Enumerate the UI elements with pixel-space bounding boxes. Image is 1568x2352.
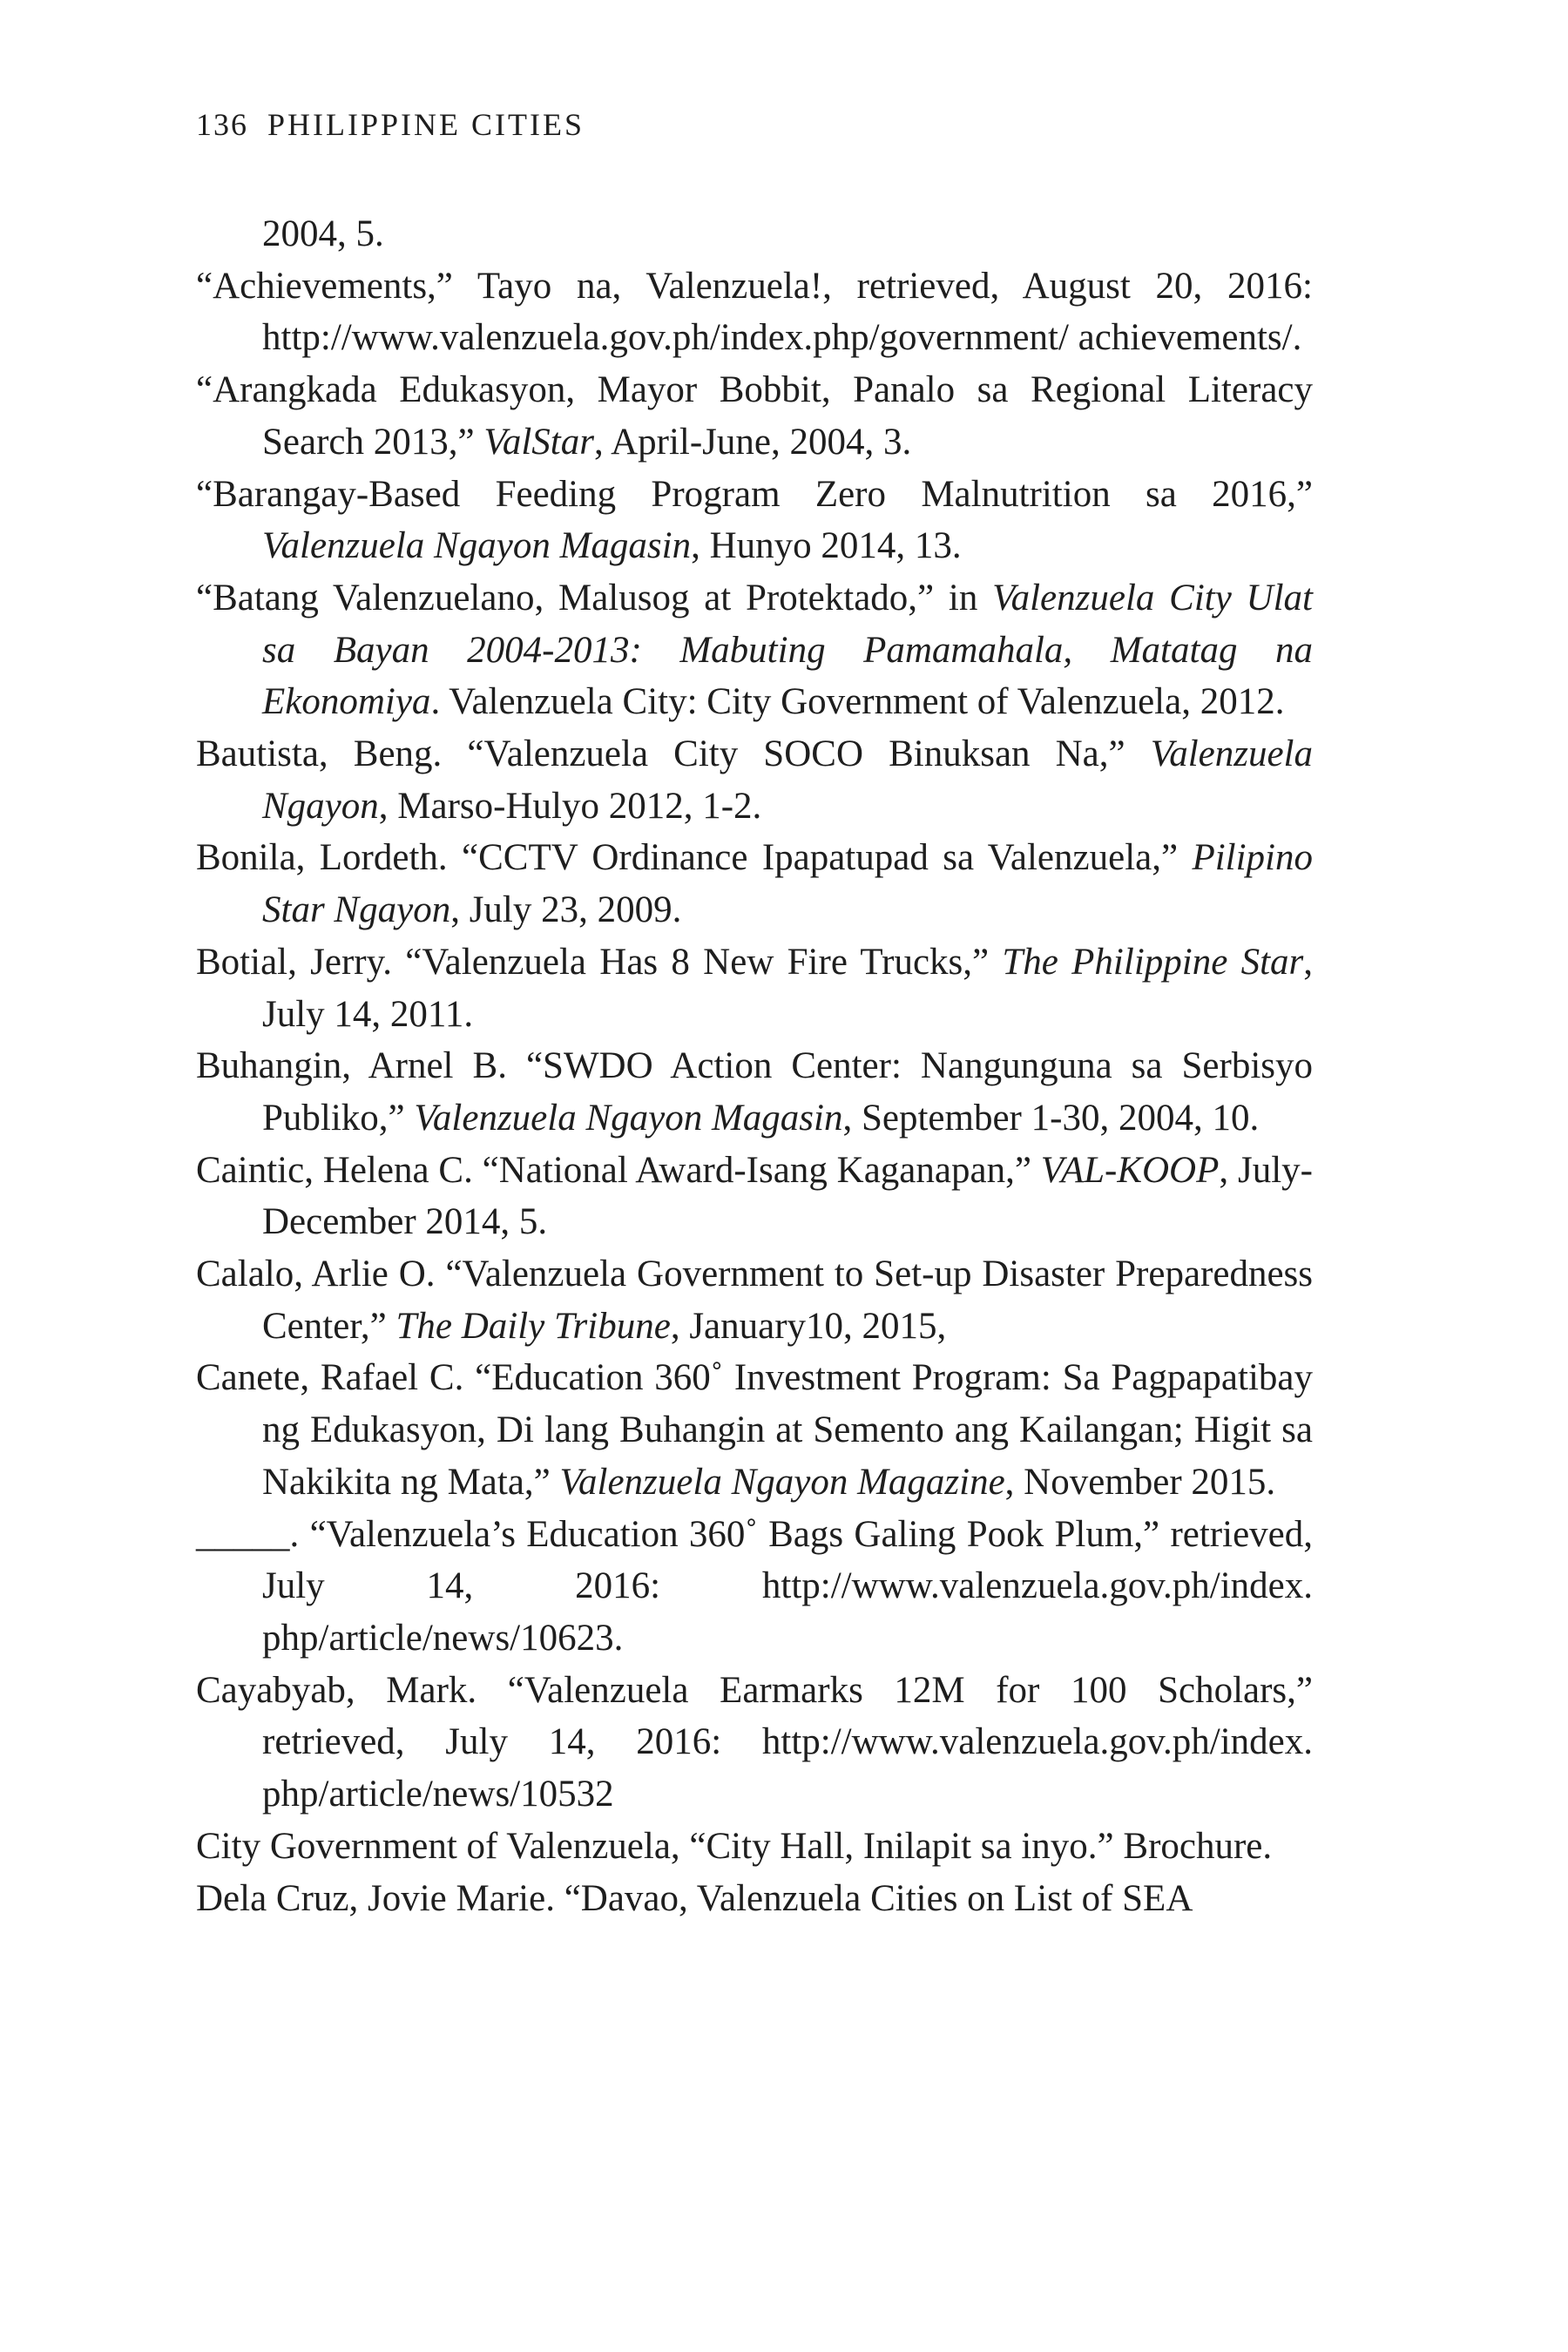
entry-text: “Barangay-Based Feeding Program Zero Malnutrition sa 2016,” <box>196 473 1313 515</box>
entry-text: , Marso-Hulyo 2012, 1-2. <box>378 785 762 827</box>
bibliography-entry <box>196 469 1313 572</box>
bibliography-entry <box>196 208 1313 260</box>
entry-italic-title: Pilipino Star Ngayon <box>262 837 1313 931</box>
entry-text: City Government of Valenzuela, “City Hall, Inilapit sa inyo.” Brochure. <box>196 1825 1273 1867</box>
entry-italic-title: ValStar <box>483 421 594 463</box>
entry-text: Botial, Jerry. “Valenzuela Has 8 New Fire Trucks,” <box>196 941 1003 983</box>
bibliography-entry <box>196 832 1313 936</box>
bibliography-entry <box>196 572 1313 728</box>
entry-text: 2004, 5. <box>262 213 384 254</box>
bibliography-entry <box>196 1145 1313 1248</box>
running-head <box>196 103 585 146</box>
entry-italic-title: The Philippine Star <box>1002 941 1304 983</box>
bibliography-entry <box>196 1665 1313 1821</box>
entry-italic-title: The Daily Tribune <box>395 1305 671 1347</box>
entry-text: , January10, 2015, <box>670 1305 947 1347</box>
bibliography-entry <box>196 936 1313 1040</box>
entry-text: “Batang Valenzuelano, Malusog at Protektado,” in <box>196 577 993 618</box>
bibliography-entry <box>196 1821 1313 1873</box>
entry-text: “Achievements,” Tayo na, Valenzuela!, retrieved, August 20, 2016: http://www.valenzuela.gov.ph/index.php/government/ achievements/. <box>196 265 1313 359</box>
entry-italic-title: Valenzuela Ngayon Magazine <box>559 1461 1005 1503</box>
entry-italic-title: Valenzuela Ngayon <box>262 733 1313 827</box>
entry-text: Caintic, Helena C. “National Award-Isang Kaganapan,” <box>196 1149 1041 1191</box>
entry-text: “Arangkada Edukasyon, Mayor Bobbit, Panalo sa Regional Literacy Search 2013,” <box>196 369 1313 463</box>
entry-text: , July 14, 2011. <box>262 941 1313 1035</box>
entry-text: Canete, Rafael C. “Education 360˚ Investment Program: Sa Pagpapatibay ng Edukasyon, Di lang Buhangin at Semento ang Kailangan; Higit sa Nakikita ng Mata,” <box>196 1357 1313 1503</box>
bibliography-entry <box>196 1873 1313 1925</box>
entry-text: Bautista, Beng. “Valenzuela City SOCO Binuksan Na,” <box>196 733 1151 775</box>
entry-text: Cayabyab, Mark. “Valenzuela Earmarks 12M for 100 Scholars,” retrieved, July 14, 2016: http://www.valenzuela.gov.ph/index. php/article/news/10532 <box>196 1669 1313 1815</box>
entry-text: , July-December 2014, 5. <box>262 1149 1313 1243</box>
entry-text: , April-June, 2004, 3. <box>593 421 912 463</box>
entry-italic-title: Valenzuela City Ulat sa Bayan 2004-2013: Mabuting Pamamahala, Matatag na Ekonomiya <box>262 577 1314 723</box>
entry-italic-title: Valenzuela Ngayon Magasin <box>414 1097 843 1139</box>
entry-text: , Hunyo 2014, 13. <box>691 525 962 567</box>
entry-text: Bonila, Lordeth. “CCTV Ordinance Ipapatupad sa Valenzuela,” <box>196 837 1193 879</box>
entry-italic-title: VAL-KOOP <box>1040 1149 1220 1191</box>
bibliography-entry <box>196 364 1313 468</box>
page-number: 136 <box>196 107 248 142</box>
entry-text: Buhangin, Arnel B. “SWDO Action Center: Nangunguna sa Serbisyo Publiko,” <box>196 1045 1313 1139</box>
entry-text: , November 2015. <box>1004 1461 1276 1503</box>
entry-text: , September 1-30, 2004, 10. <box>842 1097 1260 1139</box>
bibliography-entry <box>196 1248 1313 1352</box>
entry-text: Dela Cruz, Jovie Marie. “Davao, Valenzuela Cities on List of SEA <box>196 1877 1193 1919</box>
bibliography-entry <box>196 260 1313 364</box>
bibliography-entry <box>196 1509 1313 1665</box>
bibliography-entry <box>196 728 1313 832</box>
entry-text: , July 23, 2009. <box>450 889 682 931</box>
entry-text: Calalo, Arlie O. “Valenzuela Government to Set-up Disaster Preparedness Center,” <box>196 1254 1313 1347</box>
running-title: PHILIPPINE CITIES <box>267 107 585 142</box>
entry-text: . Valenzuela City: City Government of Valenzuela, 2012. <box>430 681 1285 723</box>
bibliography-entry <box>196 1040 1313 1144</box>
entry-italic-title: Valenzuela Ngayon Magasin <box>262 525 692 567</box>
bibliography-list <box>196 208 1313 1924</box>
bibliography-entry <box>196 1352 1313 1508</box>
entry-text: _____. “Valenzuela’s Education 360˚ Bags Galing Pook Plum,” retrieved, July 14, 2016: http://www.valenzuela.gov.ph/index. php/article/news/10623. <box>196 1513 1313 1659</box>
